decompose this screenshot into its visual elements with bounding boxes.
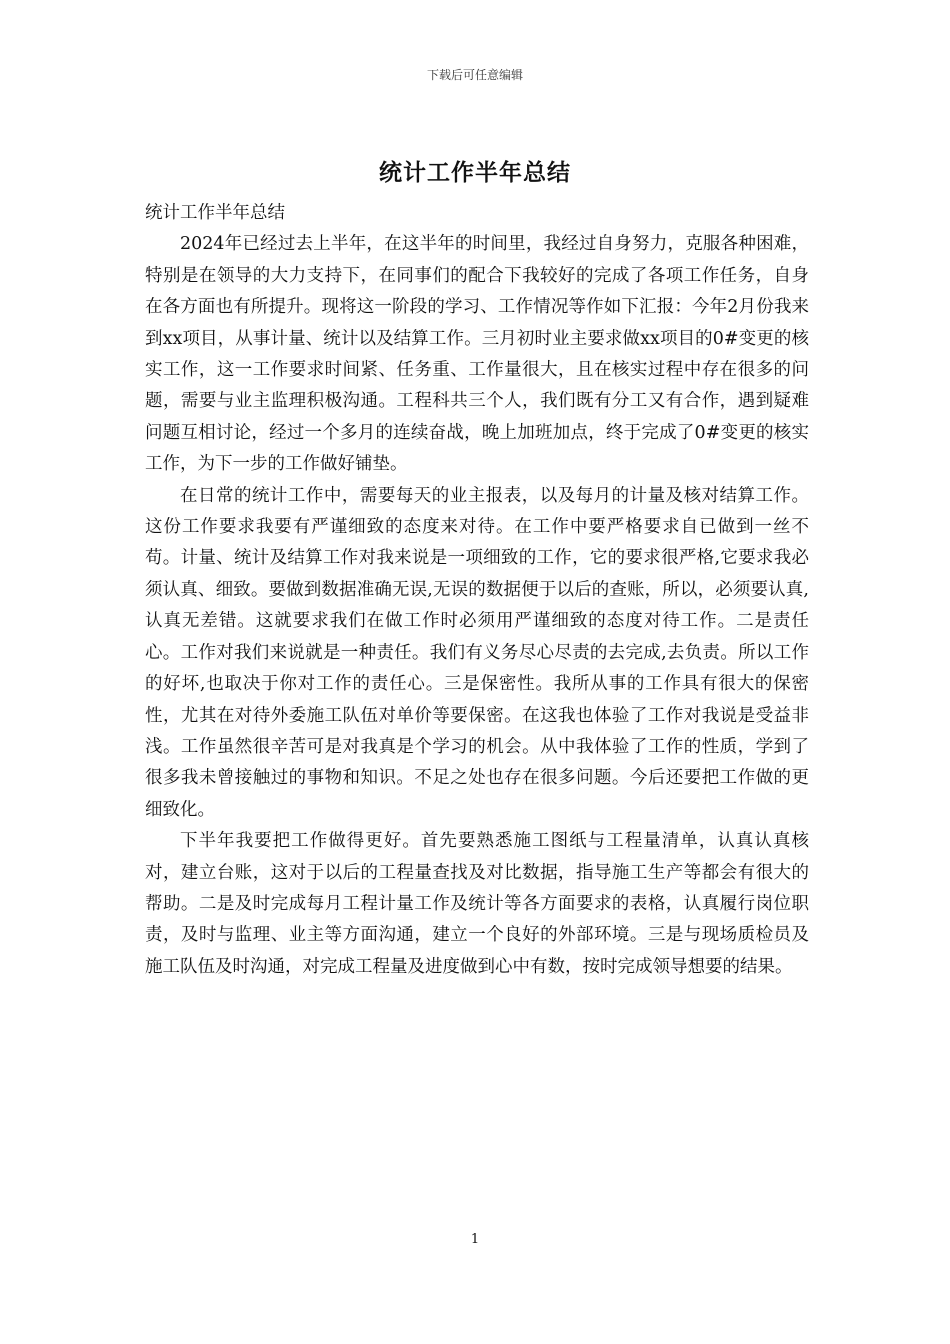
page-header-note: 下载后可任意编辑 [426,68,523,82]
paragraph-3: 下半年我要把工作做得更好。首先要熟悉施工图纸与工程量清单，认真认真核对，建立台账，这对于以后的工程量查找及对比数据，指导施工生产等都会有很大的帮助。二是及时完成每月工程计量工作及统计等各方面要求的表格，认真履行岗位职责，及时与监理、业主等方面沟通，建立一个良好的外部环境。三是与现场质检员及施工队伍及时沟通，对完成工程量及进度做到心中有数，按时完成领导想要的结果。 [145,831,809,977]
document-subtitle: 统计工作半年总结 [145,203,285,223]
document-body [145,198,809,983]
document-title: 统计工作半年总结 [379,159,571,186]
paragraph-2: 在日常的统计工作中，需要每天的业主报表，以及每月的计量及核对结算工作。这份工作要求我要有严谨细致的态度来对待。在工作中要严格要求自已做到一丝不苟。计量、统计及结算工作对我来说是一项细致的工作，它的要求很严格,它要求我必须认真、细致。要做到数据准确无误,无误的数据便于以后的查账，所以，必须要认真,认真无差错。这就要求我们在做工作时必须用严谨细致的态度对待工作。二是责任心。工作对我们来说就是一种责任。我们有义务尽心尽责的去完成,去负责。所以工作的好坏,也取决于你对工作的责任心。三是保密性。我所从事的工作具有很大的保密性，尤其在对待外委施工队伍对单价等要保密。在这我也体验了工作对我说是受益非浅。工作虽然很辛苦可是对我真是个学习的机会。从中我体验了工作的性质，学到了很多我未曾接触过的事物和知识。不足之处也存在很多问题。今后还要把工作做的更细致化。 [145,485,809,820]
paragraph-1: 2024年已经过去上半年，在这半年的时间里，我经过自身努力，克服各种困难，特别是在领导的大力支持下，在同事们的配合下我较好的完成了各项工作任务，自身在各方面也有所提升。现将这一阶段的学习、工作情况等作如下汇报：今年2月份我来到xx项目，从事计量、统计以及结算工作。三月初时业主要求做xx项目的0#变更的核实工作，这一工作要求时间紧、任务重、工作量很大，且在核实过程中存在很多的问题，需要与业主监理积极沟通。工程科共三个人，我们既有分工又有合作，遇到疑难问题互相讨论，经过一个多月的连续奋战，晚上加班加点，终于完成了0#变更的核实工作，为下一步的工作做好铺垫。 [145,234,809,475]
page-number: 1 [470,1232,480,1247]
